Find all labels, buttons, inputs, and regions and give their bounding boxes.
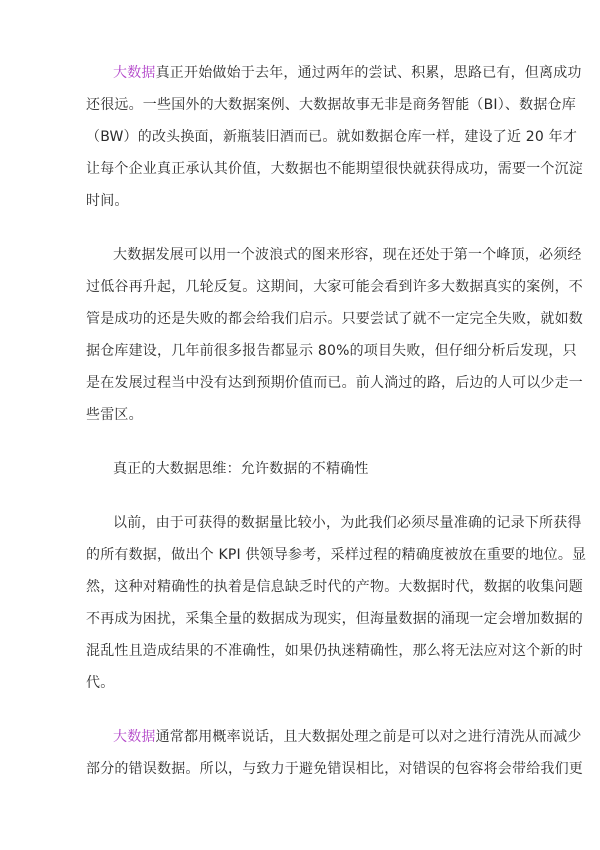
paragraph-3-line-6: 代。 — [86, 675, 115, 691]
paragraph-2 — [86, 239, 583, 431]
paragraph-4-line-2: 部分的错误数据。所以，与致力于避免错误相比，对错误的包容将会带给我们更 — [86, 761, 583, 777]
paragraph-3-line-5: 混乱性且造成结果的不准确性，如果仍执迷精确性，那么将无法应对这个新的时 — [86, 643, 583, 659]
paragraph-2-line-3: 管是成功的还是失败的都会给我们启示。只要尝试了就不一定完全失败，就如数 — [86, 311, 583, 327]
paragraph-2-line-1: 大数据发展可以用一个波浪式的图来形容，现在还处于第一个峰顶，必须经 — [113, 247, 582, 263]
highlighted-term: 大数据 — [113, 65, 156, 81]
paragraph-spacer — [86, 699, 516, 721]
paragraph-1-line-1: 大数据真正开始做始于去年，通过两年的尝试、积累，思路已有，但离成功 — [113, 65, 582, 81]
section-heading: 真正的大数据思维：允许数据的不精确性 — [113, 461, 369, 477]
paragraph-1-line-3: （BW）的改头换面，新瓶装旧酒而已。就如数据仓库一样，建设了近 20 年才 — [86, 129, 578, 145]
paragraph-1 — [86, 57, 583, 217]
paragraph-4 — [86, 721, 583, 785]
paragraph-4-line-1: 大数据通常都用概率说话，且大数据处理之前是可以对之进行清洗从而减少 — [113, 729, 582, 745]
paragraph-3-line-1: 以前，由于可获得的数据量比较小，为此我们必须尽量准确的记录下所获得 — [113, 515, 582, 531]
paragraph-1-line-2: 还很远。一些国外的大数据案例、大数据故事无非是商务智能（BI）、数据仓库 — [86, 97, 576, 113]
paragraph-spacer — [86, 217, 516, 239]
paragraph-2-line-2: 过低谷再升起，几轮反复。这期间，大家可能会看到许多大数据真实的案例，不 — [86, 279, 583, 295]
paragraph-3-line-2: 的所有数据，做出个 KPI 供领导参考，采样过程的精确度被放在重要的地位。显 — [86, 547, 587, 563]
document-body — [86, 57, 587, 785]
paragraph-spacer — [86, 485, 516, 507]
paragraph-2-line-4: 据仓库建设，几年前很多报告都显示 80%的项目失败，但仔细分析后发现，只 — [86, 343, 577, 359]
paragraph-spacer — [86, 431, 516, 453]
paragraph-2-line-5: 是在发展过程当中没有达到预期价值而已。前人淌过的路，后边的人可以少走一 — [86, 375, 583, 391]
paragraph-1-line-5: 时间。 — [86, 193, 129, 209]
paragraph-3-line-3: 然，这种对精确性的执着是信息缺乏时代的产物。大数据时代，数据的收集问题 — [86, 579, 583, 595]
paragraph-1-line-4: 让每个企业真正承认其价值，大数据也不能期望很快就获得成功，需要一个沉淀 — [86, 161, 583, 177]
paragraph-3 — [86, 507, 587, 699]
paragraph-3-line-4: 不再成为困扰，采集全量的数据成为现实，但海量数据的涌现一定会增加数据的 — [86, 611, 583, 627]
highlighted-term: 大数据 — [113, 729, 156, 745]
paragraph-2-line-6: 些雷区。 — [86, 407, 143, 423]
